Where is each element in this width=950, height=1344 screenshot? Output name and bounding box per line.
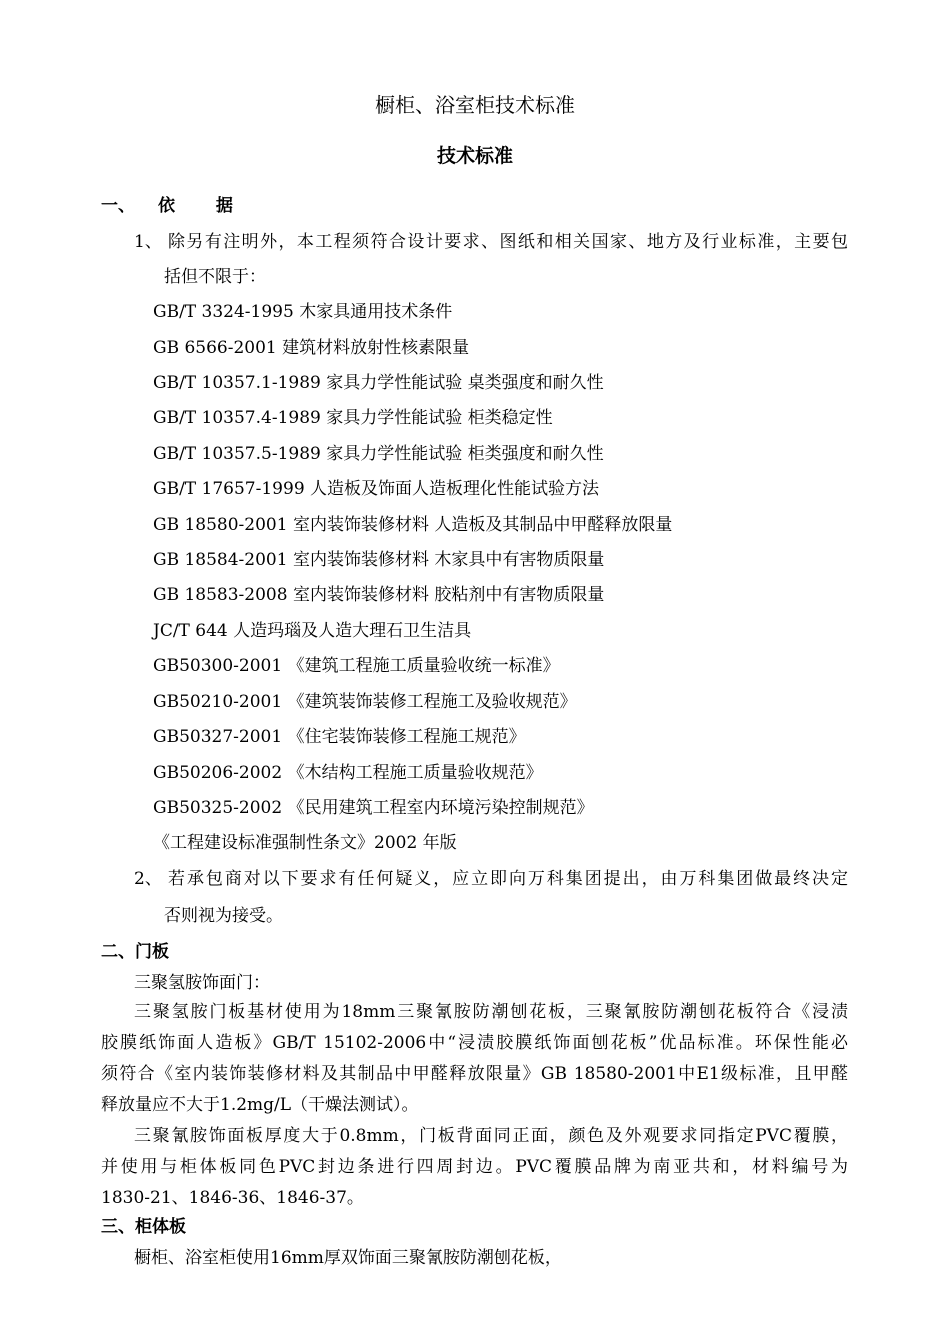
standard-item: GB/T 3324-1995 木家具通用技术条件 <box>153 302 453 322</box>
section-2-paragraph-1-line-3: 须符合《室内装饰装修材料及其制品中甲醛释放限量》GB 18580-2001中E1级标准，且甲醛 <box>101 1064 848 1084</box>
standard-item: GB/T 10357.4-1989 家具力学性能试验 柜类稳定性 <box>153 408 553 428</box>
section-2-paragraph-1-line-4: 释放量应不大于1.2mg/L（干燥法测试）。 <box>101 1095 419 1115</box>
standard-item: GB50206-2002 《木结构工程施工质量验收规范》 <box>153 763 543 783</box>
standard-item: GB/T 17657-1999 人造板及饰面人造板理化性能试验方法 <box>153 479 600 499</box>
section-2-paragraph-2-line-1: 三聚氰胺饰面板厚度大于0.8mm，门板背面同正面，颜色及外观要求同指定PVC覆膜， <box>134 1126 848 1146</box>
section-2-subheading: 三聚氢胺饰面门： <box>134 973 270 993</box>
section-2-paragraph-1-line-1: 三聚氢胺门板基材使用为18mm三聚氰胺防潮刨花板，三聚氰胺防潮刨花板符合《浸渍 <box>134 1002 848 1022</box>
standard-item: 《工程建设标准强制性条文》2002 年版 <box>153 833 457 853</box>
section-2-heading: 二、门板 <box>101 942 169 962</box>
standard-item: JC/T 644 人造玛瑙及人造大理石卫生洁具 <box>153 621 472 641</box>
standard-item: GB/T 10357.5-1989 家具力学性能试验 柜类强度和耐久性 <box>153 444 604 464</box>
section-2-paragraph-1-line-2: 胶膜纸饰面人造板》GB/T 15102-2006中“浸渍胶膜纸饰面刨花板”优品标准。环保性能必 <box>101 1033 848 1053</box>
section-1-number: 一、 <box>101 196 135 216</box>
standard-item: GB 18580-2001 室内装饰装修材料 人造板及其制品中甲醛释放限量 <box>153 515 673 535</box>
section-2-paragraph-2-line-3: 1830-21、1846-36、1846-37。 <box>101 1188 364 1208</box>
section-1-heading: 依 据 <box>158 196 239 216</box>
item-1-line-1: 除另有注明外，本工程须符合设计要求、图纸和相关国家、地方及行业标准，主要包 <box>168 232 848 252</box>
standard-item: GB 6566-2001 建筑材料放射性核素限量 <box>153 338 470 358</box>
item-1-line-2: 括但不限于： <box>164 267 266 287</box>
section-2-paragraph-2-line-2: 并使用与柜体板同色PVC封边条进行四周封边。PVC覆膜品牌为南亚共和，材料编号为 <box>101 1157 848 1177</box>
standard-item: GB 18584-2001 室内装饰装修材料 木家具中有害物质限量 <box>153 550 605 570</box>
standard-item: GB 18583-2008 室内装饰装修材料 胶粘剂中有害物质限量 <box>153 585 605 605</box>
standard-item: GB50300-2001 《建筑工程施工质量验收统一标准》 <box>153 656 560 676</box>
section-3-paragraph-1-line-1: 橱柜、浴室柜使用16mm厚双饰面三聚氰胺防潮刨花板， <box>134 1248 562 1268</box>
document-title: 橱柜、浴室柜技术标准 <box>375 93 575 117</box>
standard-item: GB50327-2001 《住宅装饰装修工程施工规范》 <box>153 727 526 747</box>
item-1-number: 1、 <box>134 232 162 252</box>
standard-item: GB/T 10357.1-1989 家具力学性能试验 桌类强度和耐久性 <box>153 373 604 393</box>
standard-item: GB50210-2001 《建筑装饰装修工程施工及验收规范》 <box>153 692 577 712</box>
item-2-number: 2、 <box>134 869 162 889</box>
document-subtitle: 技术标准 <box>436 145 513 167</box>
section-3-heading: 三、柜体板 <box>101 1217 186 1237</box>
standard-item: GB50325-2002 《民用建筑工程室内环境污染控制规范》 <box>153 798 594 818</box>
item-2-line-1: 若承包商对以下要求有任何疑义，应立即向万科集团提出，由万科集团做最终决定 <box>168 869 848 889</box>
item-2-line-2: 否则视为接受。 <box>164 906 283 926</box>
